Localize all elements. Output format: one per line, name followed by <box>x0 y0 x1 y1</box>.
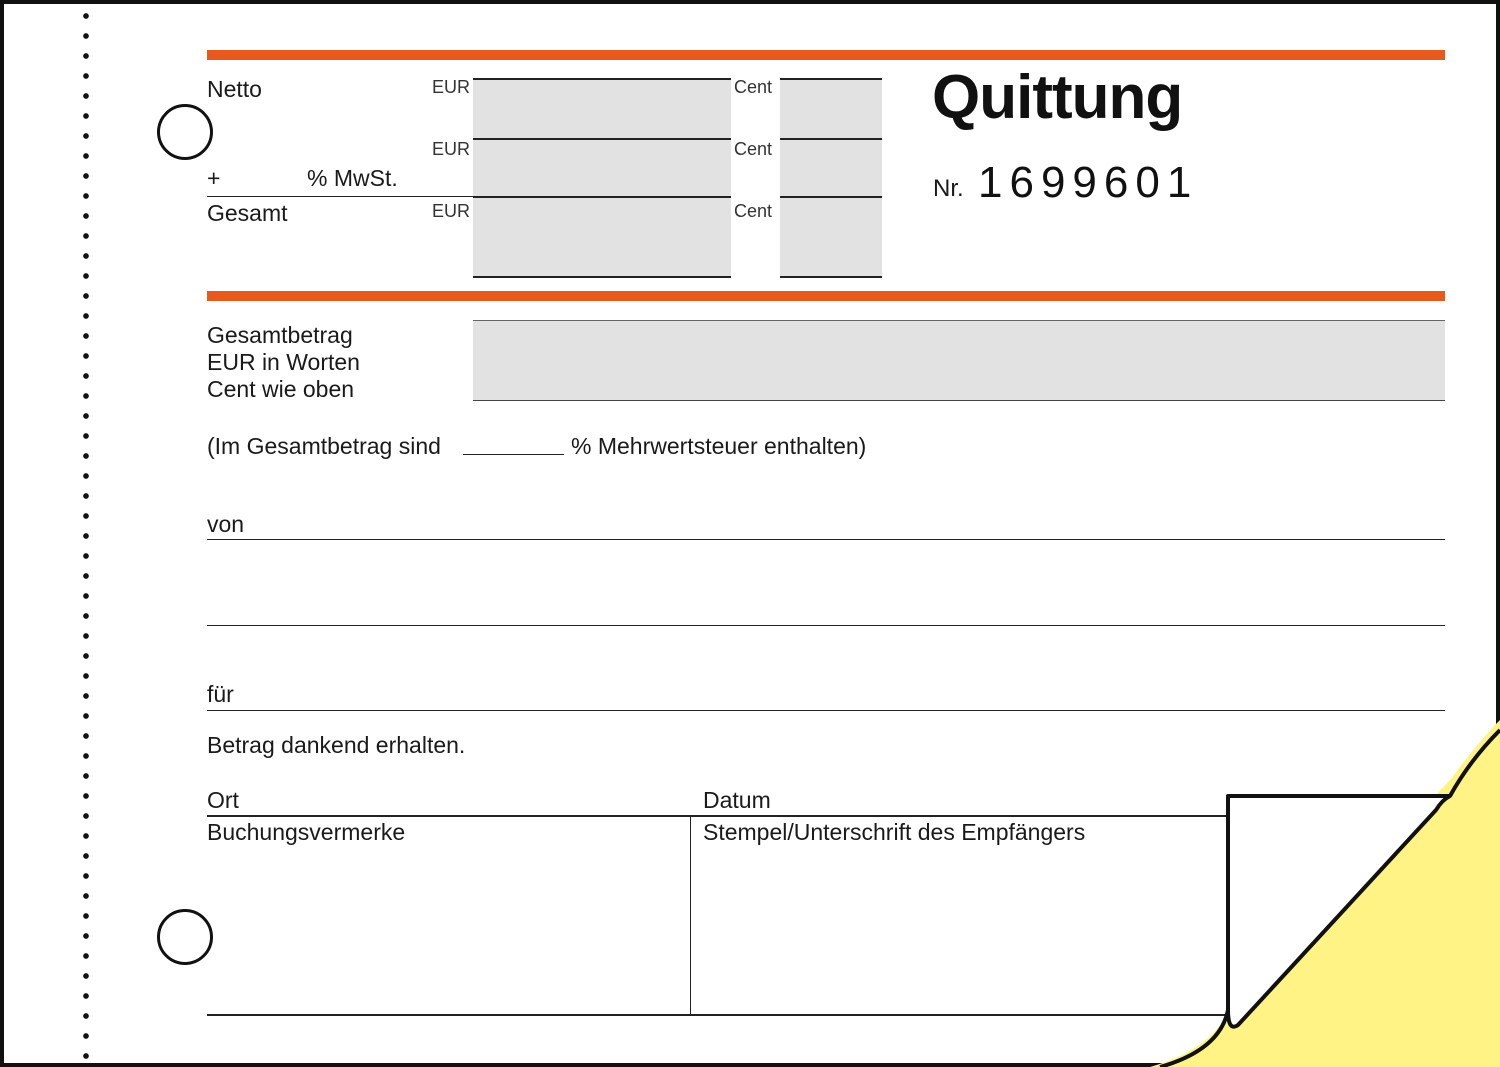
amount-in-words-field[interactable] <box>473 320 1445 401</box>
netto-cent-field[interactable] <box>780 78 882 138</box>
middle-accent-bar <box>207 291 1445 301</box>
buchung-label: Buchungsvermerke <box>207 819 406 845</box>
von-field-line-2[interactable] <box>207 625 1445 626</box>
mwst-cent-field[interactable] <box>780 138 882 196</box>
stempel-label: Stempel/Unterschrift des Empfängers <box>703 819 1086 845</box>
top-accent-bar <box>207 50 1445 60</box>
eur-label-netto: EUR <box>432 77 471 97</box>
vat-note-suffix: % Mehrwertsteuer enthalten) <box>571 433 867 459</box>
mwst-eur-field[interactable] <box>473 138 731 196</box>
cent-label-netto: Cent <box>734 77 773 97</box>
von-field[interactable] <box>207 539 1445 540</box>
signature-divider <box>690 815 691 1015</box>
received-text: Betrag dankend erhalten. <box>207 732 466 758</box>
ort-label: Ort <box>207 787 239 813</box>
gesamt-cent-field[interactable] <box>780 196 882 278</box>
amount-in-words-label <box>207 322 360 403</box>
gesamt-divider <box>207 196 473 197</box>
receipt-number: 1699601 <box>978 158 1199 207</box>
cent-label-mwst: Cent <box>734 139 773 159</box>
punch-hole-top <box>157 104 213 160</box>
cent-label-gesamt: Cent <box>734 201 773 221</box>
plus-label: + <box>207 165 221 191</box>
von-label: von <box>207 511 245 537</box>
fuer-label: für <box>207 681 234 707</box>
number-label: Nr. <box>933 175 964 202</box>
form-title: Quittung <box>932 63 1183 132</box>
page-curl-corner <box>1150 720 1500 1067</box>
mwst-label: % MwSt. <box>307 165 398 191</box>
words-label-line-1: Gesamtbetrag <box>207 322 353 348</box>
vat-percent-field[interactable] <box>463 454 564 455</box>
gesamt-label: Gesamt <box>207 200 288 226</box>
perforation-line <box>83 6 89 1064</box>
gesamt-eur-field[interactable] <box>473 196 731 278</box>
punch-hole-bottom <box>157 909 213 965</box>
eur-label-mwst: EUR <box>432 139 471 159</box>
fuer-field[interactable] <box>207 710 1445 711</box>
netto-label: Netto <box>207 76 262 102</box>
words-label-line-2: EUR in Worten <box>207 349 360 375</box>
netto-eur-field[interactable] <box>473 78 731 138</box>
words-label-line-3: Cent wie oben <box>207 376 355 402</box>
eur-label-gesamt: EUR <box>432 201 471 221</box>
vat-note-prefix: (Im Gesamtbetrag sind <box>207 433 441 459</box>
datum-label: Datum <box>703 787 771 813</box>
